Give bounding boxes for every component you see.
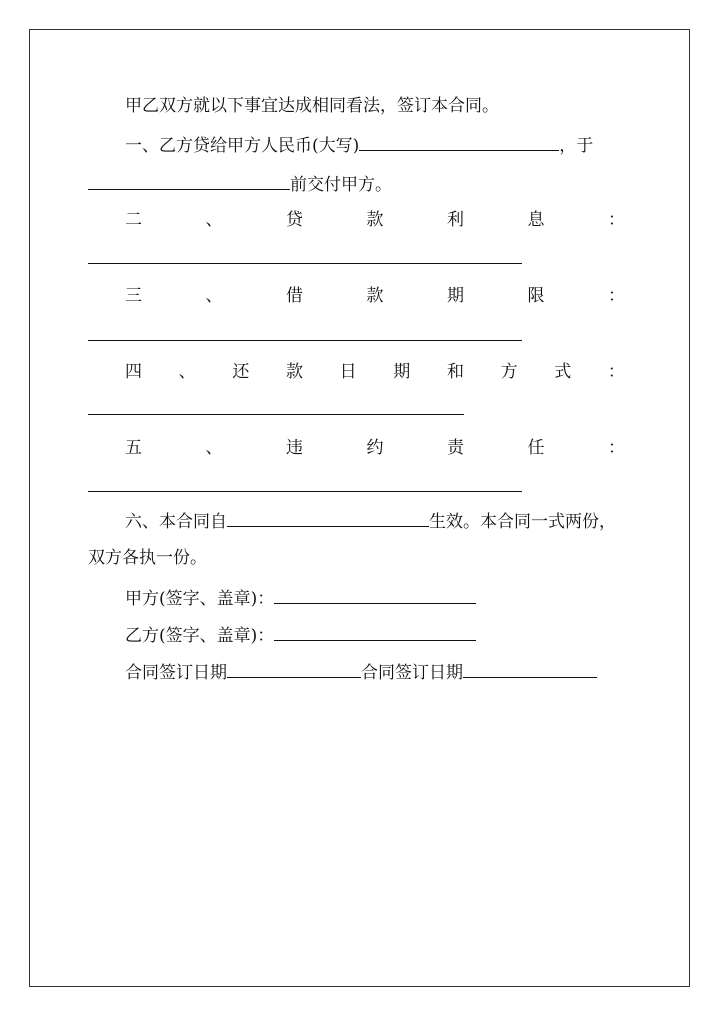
clause-5-char: 违: [286, 438, 303, 458]
breach-liability-blank[interactable]: [88, 491, 522, 492]
party-b-signature-line: [125, 623, 476, 648]
clause-4-char: 还: [232, 362, 250, 382]
clause-5-char: 五: [125, 438, 142, 458]
clause-2-char: ：: [608, 210, 625, 230]
clause-3-heading: [125, 284, 625, 308]
amount-blank[interactable]: [359, 133, 559, 151]
repayment-method-blank[interactable]: [88, 414, 464, 415]
clause-2-char: 利: [447, 210, 464, 230]
clause-1-line-1: [125, 133, 593, 158]
clause-6-suffix: 生效。本合同一式两份，: [429, 512, 616, 532]
clause-3-char: ：: [608, 286, 625, 306]
clause-5-char: 任: [527, 438, 545, 458]
clause-2-char: 、: [205, 210, 223, 230]
clause-1-mid: ，于: [559, 136, 594, 156]
clause-5-char: 约: [366, 438, 384, 458]
clause-3-char: 期: [447, 286, 464, 306]
clause-4-char: 款: [285, 362, 303, 382]
clause-6-line-2: 双方各执一份。: [88, 548, 207, 568]
clause-4-char: 、: [178, 362, 196, 382]
clause-5-char: 责: [447, 438, 464, 458]
clause-4-char: 日: [339, 362, 357, 382]
intro-text: 甲乙双方就以下事宜达成相同看法，签订本合同。: [125, 96, 499, 116]
sign-date-label-2: 合同签订日期: [361, 663, 463, 683]
sign-date-blank-2[interactable]: [463, 660, 597, 678]
clause-4-char: 四: [125, 362, 142, 382]
party-b-label: 乙方(签字、盖章)：: [125, 626, 275, 646]
clause-6-prefix: 六、本合同自: [125, 512, 227, 532]
interest-blank[interactable]: [88, 263, 522, 264]
clause-3-char: 、: [205, 286, 223, 306]
clause-5-char: 、: [205, 438, 223, 458]
clause-4-char: 方: [500, 362, 518, 382]
clause-4-heading: [125, 360, 625, 384]
party-a-signature-line: [125, 586, 476, 611]
clause-2-char: 贷: [286, 210, 303, 230]
clause-4-char: 式: [554, 362, 572, 382]
clause-2-char: 息: [527, 210, 545, 230]
party-b-signature-blank[interactable]: [274, 623, 476, 641]
clause-4-char: 期: [393, 362, 411, 382]
clause-5-heading: [125, 436, 625, 460]
clause-3-char: 借: [286, 286, 303, 306]
clause-4-char: ：: [607, 362, 625, 382]
party-a-label: 甲方(签字、盖章)：: [125, 589, 275, 609]
effective-date-blank[interactable]: [227, 509, 429, 527]
clause-3-char: 限: [527, 286, 545, 306]
loan-term-blank[interactable]: [88, 340, 522, 341]
clause-5-char: ：: [608, 438, 625, 458]
sign-date-blank-1[interactable]: [227, 660, 361, 678]
clause-1-line-2: [88, 172, 392, 197]
clause-2-char: 二: [125, 210, 142, 230]
delivery-date-blank[interactable]: [88, 172, 290, 190]
clause-2-char: 款: [366, 210, 384, 230]
clause-2-heading: [125, 208, 625, 232]
clause-1-prefix: 一、乙方贷给甲方人民币(大写): [125, 136, 360, 156]
clause-4-char: 和: [446, 362, 464, 382]
clause-6-line-1: [125, 509, 616, 534]
party-a-signature-blank[interactable]: [274, 586, 476, 604]
clause-3-char: 三: [125, 286, 142, 306]
clause-3-char: 款: [366, 286, 384, 306]
clause-1-suffix: 前交付甲方。: [290, 175, 392, 195]
sign-date-line: [125, 660, 597, 685]
sign-date-label-1: 合同签订日期: [125, 663, 227, 683]
